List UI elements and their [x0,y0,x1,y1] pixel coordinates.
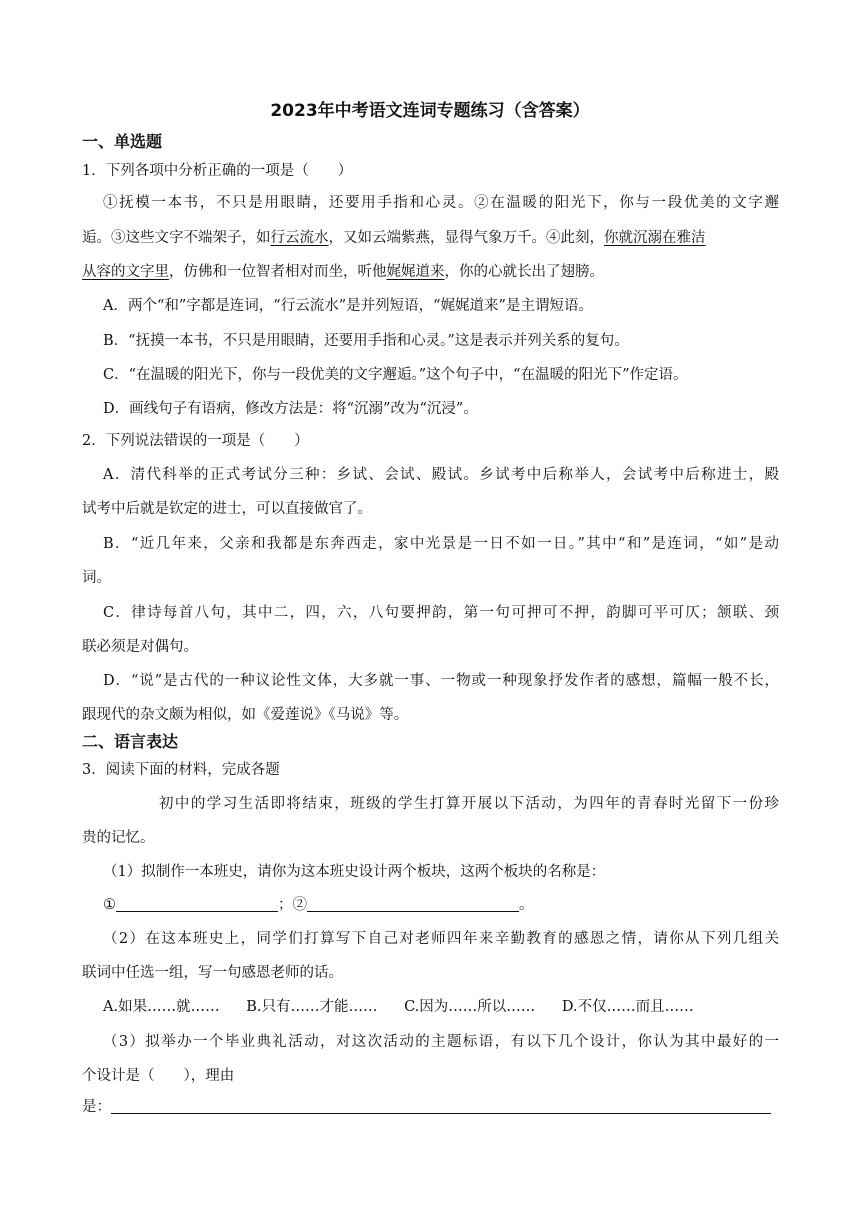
passage-text: 逅。③这些文字不端架子，如 [82,230,271,246]
question-3-sub-3-line-2: 个设计是（ ），理由 [82,1068,235,1084]
question-1-stem: 1．下列各项中分析正确的一项是（ ） [82,163,353,179]
underlined-phrase: 行云流水 [270,230,329,246]
reason-answer-blank[interactable] [111,1097,771,1114]
conjunction-option-d: D.不仅……而且…… [561,999,694,1015]
reason-label: 是： [82,1099,111,1115]
question-2-option-b-line-1: B．“近几年来，父亲和我都是东奔西走，家中光景是一日不如一日。”其中“和”是连词，“如”是动 [103,536,779,552]
conjunction-option-c: C.因为……所以…… [404,999,536,1015]
question-2-option-d-line-1: D．“说”是古代的一种议论性文体，大多就一事、一物或一种现象抒发作者的感想，篇幅一般不长， [103,673,779,689]
question-2-option-a-line-2: 试考中后就是钦定的进士，可以直接做官了。 [82,501,372,517]
underlined-sentence: 从容的文字里 [82,264,169,280]
blank-label-1: ① [103,897,116,913]
question-1-passage-line-3 [82,262,604,282]
question-1-passage-line-2 [82,228,706,248]
underlined-phrase: 娓娓道来 [386,264,445,280]
answer-blank-1[interactable] [116,895,278,912]
question-1-option-d: D．画线句子有语病，修改方法是：将“沉溺”改为“沉浸”。 [103,401,478,417]
question-3-stem: 3．阅读下面的材料，完成各题 [82,762,280,778]
question-1-option-a: A．两个“和”字都是连词，“行云流水”是并列短语，“娓娓道来”是主谓短语。 [103,298,593,314]
separator: ； [278,897,293,913]
question-1-option-b: B．“抚摸一本书，不只是用眼睛，还要用手指和心灵。”这是表示并列关系的复句。 [103,333,629,349]
conjunction-option-b: B.只有……才能…… [246,999,378,1015]
question-3-sub-1-answer-line [103,895,534,915]
blank-label-2: ② [292,897,307,913]
question-3-sub-3-line-1: （3）拟举办一个毕业典礼活动，对这次活动的主题标语，有以下几个设计，你认为其中最好的一 [103,1034,779,1050]
question-3-sub-2-line-1: （2）在这本班史上，同学们打算写下自己对老师四年来辛勤教育的感恩之情，请你从下列几组关 [103,931,779,947]
conjunction-options [103,997,716,1017]
conjunction-option-a: A.如果……就…… [103,999,220,1015]
question-1-option-c: C．“在温暖的阳光下，你与一段优美的文字邂逅。”这个句子中，“在温暖的阳光下”作定语。 [103,367,688,383]
passage-text: ，仿佛和一位智者相对而坐，听他 [169,264,387,280]
passage-text: ，又如云端紫燕，显得气象万千。④此刻， [328,230,604,246]
page-title: 2023年中考语文连词专题练习（含答案） [270,101,590,121]
question-3-sub-1: （1）拟制作一本班史，请你为这本班史设计两个板块，这两个板块的名称是： [103,864,606,880]
question-3-material-line-1: 初中的学习生活即将结束，班级的学生打算开展以下活动，为四年的青春时光留下一份珍 [159,796,779,812]
question-2-option-c-line-1: C．律诗每首八句，其中二，四，六，八句要押韵，第一句可押可不押，韵脚可平可仄；颔联、颈 [103,605,779,621]
question-2-option-c-line-2: 联必须是对偶句。 [82,639,198,655]
question-3-sub-2-line-2: 联词中任选一组，写一句感恩老师的话。 [82,965,343,981]
passage-text: ，你的心就长出了翅膀。 [444,264,604,280]
question-3-material-line-2: 贵的记忆。 [82,830,155,846]
question-2-option-a-line-1: A．清代科举的正式考试分三种：乡试、会试、殿试。乡试考中后称举人，会试考中后称进士，殿 [103,467,779,483]
underlined-sentence: 你就沉溺在雅洁 [604,230,706,246]
question-2-option-b-line-2: 词。 [82,570,111,586]
question-3-sub-3-answer-line [82,1097,771,1117]
answer-blank-2[interactable] [307,895,519,912]
question-1-passage-line-1: ①抚模一本书，不只是用眼睛，还要用手指和心灵。②在温暖的阳光下，你与一段优美的文字邂 [103,195,779,211]
sentence-end: 。 [519,897,534,913]
section-heading-1: 一、单选题 [82,132,163,151]
section-heading-2: 二、语言表达 [82,732,179,751]
question-2-stem: 2．下列说法错误的一项是（ ） [82,433,309,449]
question-2-option-d-line-2: 跟现代的杂文颇为相似，如《爱莲说》《马说》等。 [82,707,409,723]
